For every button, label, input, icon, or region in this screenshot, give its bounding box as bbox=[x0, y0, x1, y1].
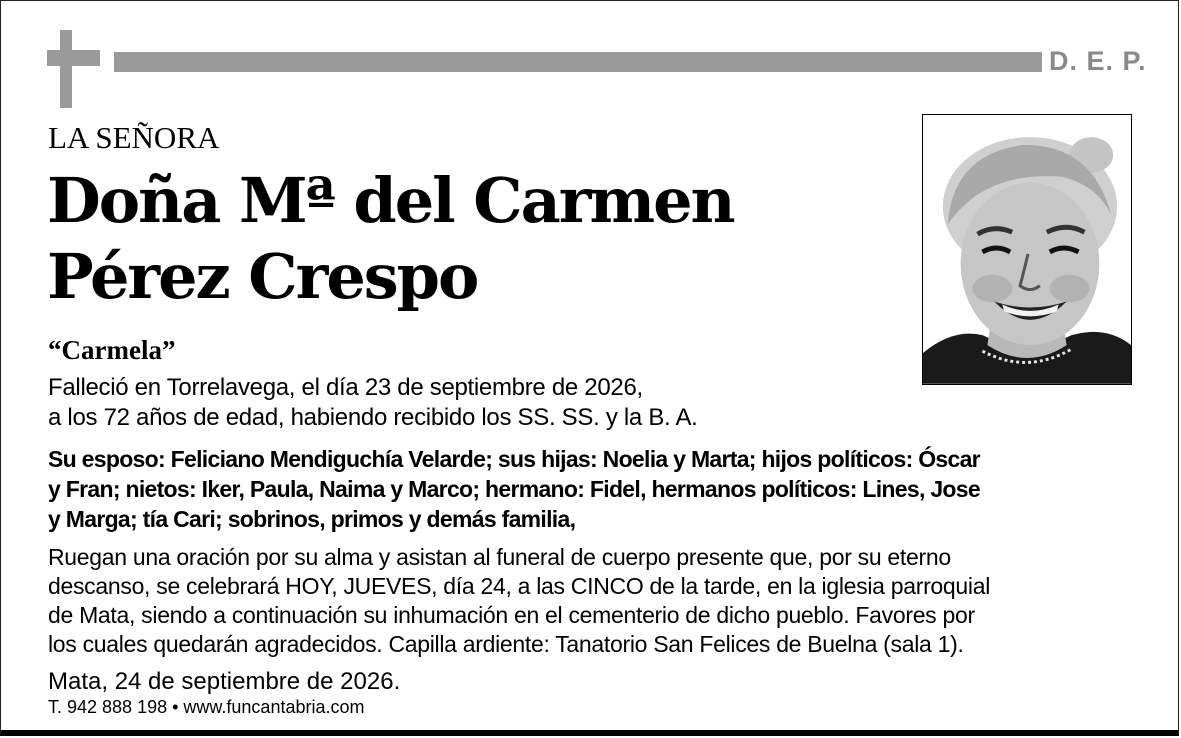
name-line-2: Pérez Crespo bbox=[47, 240, 478, 313]
dep-label: D. E. P. bbox=[1049, 46, 1147, 76]
cross-vertical-bar bbox=[60, 30, 72, 108]
ceremony-line-3: de Mata, siendo a continuación su inhumación en el cementerio de dicho pueblo. Favores por bbox=[48, 602, 975, 628]
deceased-name bbox=[47, 163, 734, 315]
ceremony-details bbox=[48, 543, 1138, 659]
death-line-2: a los 72 años de edad, habiendo recibido los SS. SS. y la B. A. bbox=[48, 404, 698, 431]
death-details bbox=[48, 373, 698, 433]
family-line-1: Su esposo: Feliciano Mendiguchía Velarde; sus hijas: Noelia y Marta; hijos políticos: Óscar bbox=[48, 446, 980, 472]
portrait-photo bbox=[922, 114, 1132, 385]
death-line-1: Falleció en Torrelavega, el día 23 de septiembre de 2026, bbox=[48, 374, 643, 401]
family-line-2: y Fran; nietos: Iker, Paula, Naima y Marco; hermano: Fidel, hermanos políticos: Lines, Jose bbox=[48, 476, 980, 502]
header-rule bbox=[114, 52, 1042, 72]
portrait-image bbox=[923, 115, 1131, 384]
ceremony-line-4: los cuales quedarán agradecidos. Capilla ardiente: Tanatorio San Felices de Buelna (sala 1). bbox=[48, 631, 964, 657]
honorific-title: LA SEÑORA bbox=[48, 120, 220, 155]
ceremony-line-2: descanso, se celebrará HOY, JUEVES, día 24, a las CINCO de la tarde, en la iglesia parroquial bbox=[48, 573, 991, 599]
family-line-3: y Marga; tía Cari; sobrinos, primos y demás familia, bbox=[48, 506, 576, 532]
cross-horizontal-bar bbox=[47, 50, 100, 66]
ceremony-line-1: Ruegan una oración por su alma y asistan al funeral de cuerpo presente que, por su eterno bbox=[48, 544, 951, 570]
name-line-1: Doña Mª del Carmen bbox=[47, 164, 734, 237]
nickname: “Carmela” bbox=[48, 335, 176, 365]
family-list bbox=[48, 444, 1128, 534]
place-date: Mata, 24 de septiembre de 2026. bbox=[48, 668, 401, 695]
contact-info: T. 942 888 198 • www.funcantabria.com bbox=[48, 697, 365, 717]
